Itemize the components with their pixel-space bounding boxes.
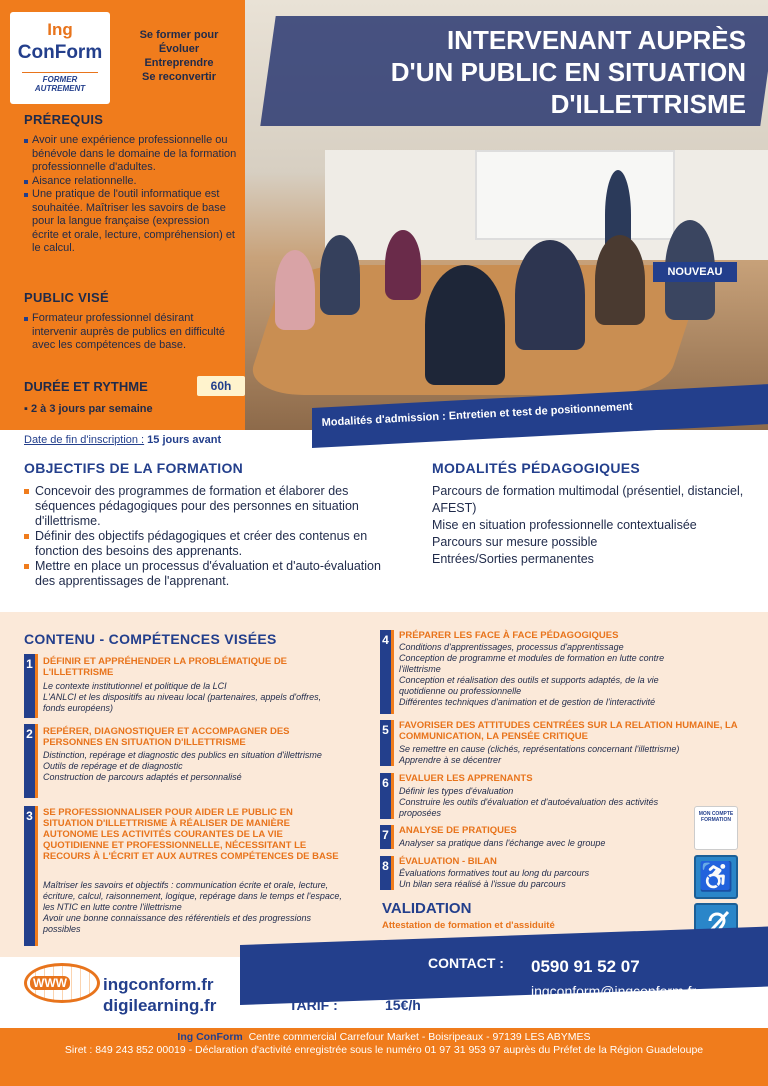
- module-number: 1: [24, 654, 38, 718]
- tarif-value: 15€/h: [385, 997, 421, 1013]
- mon-compte-formation-badge: MON COMPTE FORMATION: [694, 806, 738, 850]
- slogan-line: Se reconvertir: [142, 71, 216, 83]
- prerequis-item: Une pratique de l'outil informatique est souhaitée. Maîtriser les savoirs de base pour la langue française (expression écrite et orale, lecture, compréhension) et le calcul.: [24, 188, 239, 256]
- module-title: SE PROFESSIONNALISER POUR AIDER LE PUBLIC EN SITUATION D'ILLETTRISME À RÉALISER DE MANIÈRE AUTONOME LES ACTIVITÉS COURANTES DE LA VIE QUOTIDIENNE ET PROFESSIONNELLE, NÉCESSITANT LE RECOURS À L'ÉCRIT ET AUX AUTRES COMPÉTENCES DE BASE: [43, 807, 339, 862]
- bullet-icon: ▪: [24, 403, 31, 415]
- module-number: 6: [380, 773, 394, 819]
- title-line: D'UN PUBLIC EN SITUATION: [390, 57, 746, 87]
- website-link[interactable]: ingconform.fr: [103, 975, 214, 994]
- module-number: 5: [380, 720, 394, 766]
- module-number: 2: [24, 724, 38, 798]
- footer-address: Centre commercial Carrefour Market - Boisripeaux - 97139 LES ABYMES: [248, 1031, 591, 1043]
- module-body: Le contexte institutionnel et politique de la LCI L'ANLCI et les dispositifs au niveau local (partenaires, appels d'offres, fonds européens): [43, 681, 322, 713]
- contact-phone[interactable]: 0590 91 52 07: [531, 957, 640, 976]
- footer-legal: Siret : 849 243 852 00019 - Déclaration d'activité enregistrée sous le numéro 01 97 31 953 97 auprès du Préfet de la Région Guadeloupe: [64, 1044, 704, 1056]
- module-title: ÉVALUATION - BILAN: [399, 856, 497, 867]
- footer-address-line: [0, 1031, 768, 1044]
- admission-text: Modalités d'admission : Entretien et test de positionnement: [321, 400, 633, 429]
- photo-person: [595, 235, 645, 325]
- duree-title: DURÉE ET RYTHME: [24, 379, 148, 394]
- module-body: Distinction, repérage et diagnostic des publics en situation d'illettrisme Outils de repérage et de diagnostic Construction de parcours adaptés et personnalisé: [43, 750, 322, 782]
- module-title: FAVORISER DES ATTITUDES CENTRÉES SUR LA RELATION HUMAINE, LA COMMUNICATION, LA PENSÉE CRITIQUE: [399, 720, 738, 742]
- photo-person: [320, 235, 360, 315]
- wheelchair-icon: ♿: [694, 855, 738, 899]
- inscription-label: Date de fin d'inscription :: [24, 434, 145, 446]
- nouveau-badge: NOUVEAU: [653, 262, 737, 282]
- module-body: Conditions d'apprentissages, processus d'apprentissage Conception de programme et modules de formation en lutte contre l'illettrisme Conception et réalisation des outils et supports adaptés, de la vie quotidienne ou professionnelle Différentes techniques d'animation et de gestion de l'interactivité: [399, 642, 665, 707]
- logo-tagline: FORMER AUTREMENT: [22, 72, 98, 93]
- objectifs-item: Définir des objectifs pédagogiques et créer des contenus en fonction des besoins des apprenants.: [24, 529, 394, 559]
- www-label: WWW: [30, 976, 70, 990]
- module-title: EVALUER LES APPRENANTS: [399, 773, 533, 784]
- module-title: ANALYSE DE PRATIQUES: [399, 825, 517, 836]
- logo: [10, 12, 110, 104]
- tarif-label: TARIF :: [289, 997, 338, 1013]
- validation-text: Attestation de formation et d'assiduité: [382, 920, 555, 931]
- title-line: INTERVENANT AUPRÈS: [446, 25, 746, 55]
- objectifs-list: [24, 484, 394, 589]
- contenu-title: CONTENU - COMPÉTENCES VISÉES: [24, 631, 277, 647]
- photo-person: [275, 250, 315, 330]
- duree-hours-badge: 60h: [197, 376, 245, 396]
- slogan-line: Entreprendre: [144, 57, 214, 69]
- contact-email[interactable]: ingconform@ingconform.fr: [531, 983, 697, 999]
- modalites-line: Parcours sur mesure possible: [432, 535, 598, 549]
- module-body: Se remettre en cause (clichés, représentations concernant l'illettrisme) Apprendre à se décentrer: [399, 744, 680, 765]
- module-number: 8: [380, 856, 394, 890]
- validation-title: VALIDATION: [382, 900, 472, 917]
- module-body: Évaluations formatives tout au long du parcours Un bilan sera réalisé à l'issue du parcours: [399, 868, 590, 889]
- logo-ing: Ing: [47, 20, 73, 39]
- prerequis-title: PRÉREQUIS: [24, 112, 104, 127]
- slogan-line: Évoluer: [158, 43, 200, 55]
- module-body: Analyser sa pratique dans l'échange avec le groupe: [399, 838, 606, 848]
- inscription-value: 15 jours avant: [147, 434, 222, 446]
- module-body: Définir les types d'évaluation Construire les outils d'évaluation et d'autoévaluation des activités proposées: [399, 786, 659, 818]
- title-line: D'ILLETTRISME: [550, 89, 746, 119]
- public-list: [24, 312, 239, 353]
- modalites-title: MODALITÉS PÉDAGOGIQUES: [432, 460, 641, 476]
- website-link[interactable]: digilearning.fr: [103, 996, 217, 1015]
- slogan-line: Se former pour: [139, 29, 219, 41]
- slogan: [118, 28, 240, 84]
- prerequis-list: [24, 134, 239, 256]
- modalites-line: Parcours de formation multimodal (présentiel, distanciel, AFEST): [432, 484, 744, 515]
- modalites-line: Mise en situation professionnelle contextualisée: [432, 518, 697, 532]
- module-title: PRÉPARER LES FACE À FACE PÉDAGOGIQUES: [399, 630, 619, 641]
- modalites-line: Entrées/Sorties permanentes: [432, 552, 594, 566]
- objectifs-title: OBJECTIFS DE LA FORMATION: [24, 460, 244, 476]
- inscription: [24, 434, 221, 446]
- footer: [0, 1028, 768, 1086]
- module-title: REPÉRER, DIAGNOSTIQUER ET ACCOMPAGNER DES PERSONNES EN SITUATION D'ILLETTRISME: [43, 726, 290, 748]
- rythme-value: 2 à 3 jours par semaine: [30, 403, 153, 415]
- prerequis-item: Avoir une expérience professionnelle ou bénévole dans le domaine de la formation professionnelle d'adultes.: [24, 134, 239, 175]
- footer-brand: Ing ConForm: [177, 1031, 243, 1043]
- public-title: PUBLIC VISÉ: [24, 290, 109, 305]
- public-item: Formateur professionnel désirant intervenir auprès de publics en difficulté avec les compétences de base.: [24, 312, 239, 353]
- photo-person: [385, 230, 421, 300]
- module-number: 7: [380, 825, 394, 849]
- rythme-text: [24, 403, 153, 415]
- prerequis-item: Aisance relationnelle.: [24, 175, 239, 189]
- module-number: 4: [380, 630, 394, 714]
- module-body: Maîtriser les savoirs et objectifs : communication écrite et orale, lecture, écriture, calcul, raisonnement, logique, repérage dans le temps et l'espace, les NTIC en lutte contre l'illettrisme Avoir une bonne connaissance des référentiels et des progressions possibles: [43, 880, 342, 934]
- page-title: [270, 24, 746, 120]
- photo-person: [425, 265, 505, 385]
- module-title: DÉFINIR ET APPRÉHENDER LA PROBLÉMATIQUE DE L'ILLETTRISME: [43, 656, 288, 678]
- photo-person: [515, 240, 585, 350]
- objectifs-item: Mettre en place un processus d'évaluation et d'auto-évaluation des apprentissages de l'apprenant.: [24, 559, 394, 589]
- module-number: 3: [24, 806, 38, 946]
- photo-whiteboard: [475, 150, 675, 240]
- modalites-list: [432, 483, 762, 568]
- contact-label: CONTACT :: [428, 955, 504, 971]
- logo-conform: ConForm: [17, 42, 103, 63]
- objectifs-item: Concevoir des programmes de formation et élaborer des séquences pédagogiques pour des personnes en situation d'illettrisme.: [24, 484, 394, 529]
